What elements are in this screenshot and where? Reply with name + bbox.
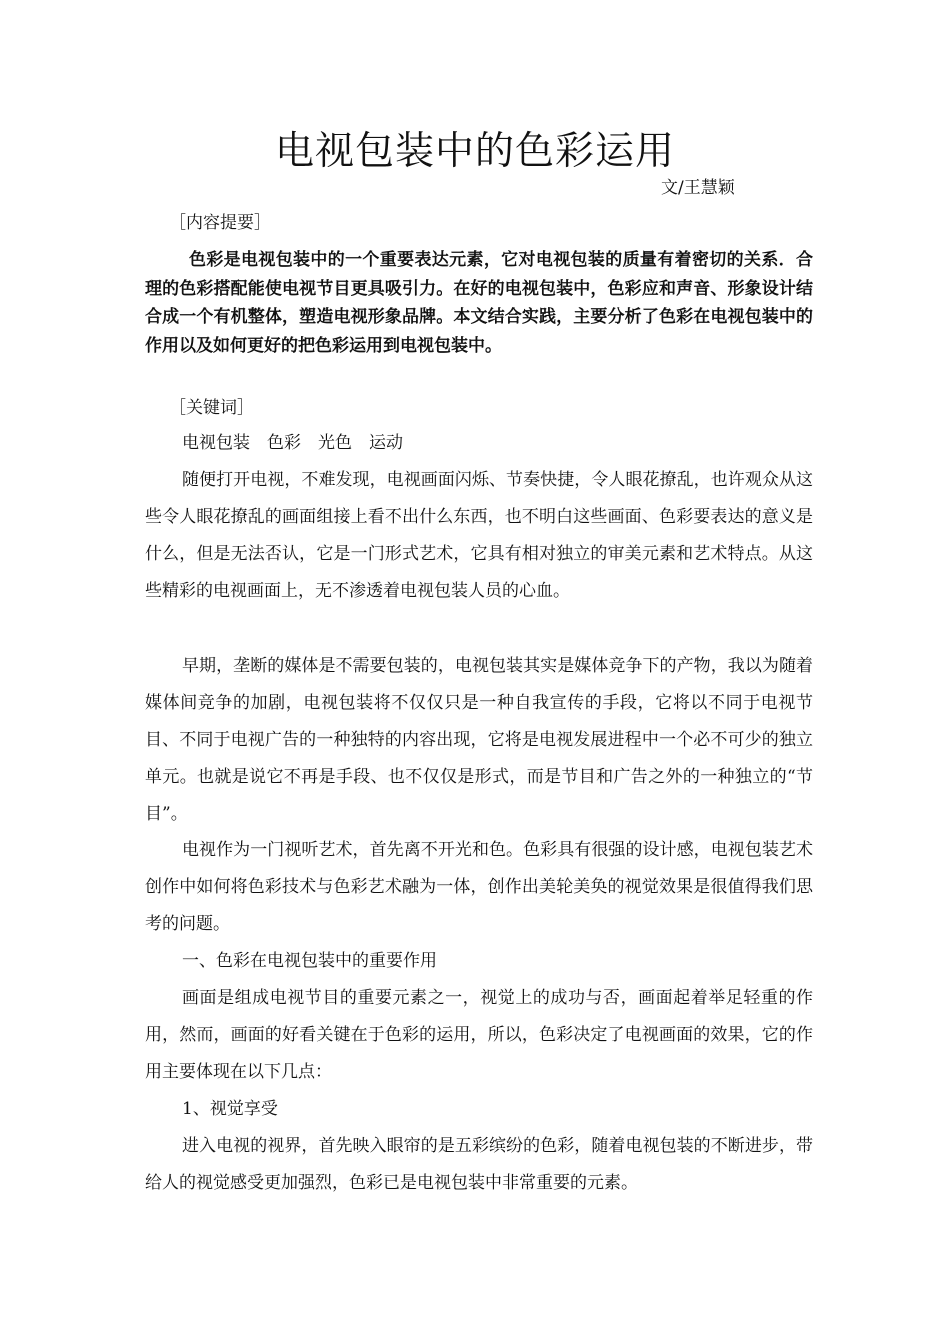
document-title: 电视包装中的色彩运用 — [274, 129, 675, 174]
abstract-label: ［内容提要］ — [169, 213, 271, 233]
body-paragraph-3: 电视作为一门视听艺术，首先离不开光和色。色彩具有很强的设计感，电视包装艺术创作中如何将色彩技术与色彩艺术融为一体，创作出美轮美奂的视觉效果是很值得我们思考的问题。 — [145, 840, 813, 934]
keywords-list: 电视包装 色彩 光色 运动 — [182, 433, 403, 453]
author-byline: 文/王慧颖 — [661, 178, 735, 198]
body-paragraph-2: 早期，垄断的媒体是不需要包装的，电视包装其实是媒体竞争下的产物，我以为随着媒体间竞争的加剧，电视包装将不仅仅只是一种自我宣传的手段，它将以不同于电视节目、不同于电视广告的一种独特的内容出现，它将是电视发展进程中一个必不可少的独立单元。也就是说它不再是手段、也不仅仅是形式，而是节目和广告之外的一种独立的“节目”。 — [145, 656, 813, 824]
abstract-text: 色彩是电视包装中的一个重要表达元素，它对电视包装的质量有着密切的关系．合理的色彩搭配能使电视节目更具吸引力。在好的电视包装中，色彩应和声音、形象设计结合成一个有机整体，塑造电视形象品牌。本文结合实践，主要分析了色彩在电视包装中的作用以及如何更好的把色彩运用到电视包装中。 — [145, 250, 813, 356]
keywords-label: ［关键词］ — [169, 398, 254, 418]
section-1-heading: 一、色彩在电视包装中的重要作用 — [182, 951, 437, 971]
section-1-paragraph: 画面是组成电视节目的重要元素之一，视觉上的成功与否，画面起着举足轻重的作用，然而，画面的好看关键在于色彩的运用，所以，色彩决定了电视画面的效果，它的作用主要体现在以下几点： — [145, 988, 813, 1082]
body-paragraph-1: 随便打开电视，不难发现，电视画面闪烁、节奏快捷，令人眼花撩乱，也许观众从这些令人眼花撩乱的画面组接上看不出什么东西，也不明白这些画面、色彩要表达的意义是什么，但是无法否认，它是一门形式艺术，它具有相对独立的审美元素和艺术特点。从这些精彩的电视画面上，无不渗透着电视包装人员的心血。 — [145, 470, 813, 601]
subsection-1-paragraph: 进入电视的视界，首先映入眼帘的是五彩缤纷的色彩，随着电视包装的不断进步，带给人的视觉感受更加强烈，色彩已是电视包装中非常重要的元素。 — [145, 1136, 813, 1193]
subsection-1-heading: 1、视觉享受 — [182, 1099, 278, 1119]
